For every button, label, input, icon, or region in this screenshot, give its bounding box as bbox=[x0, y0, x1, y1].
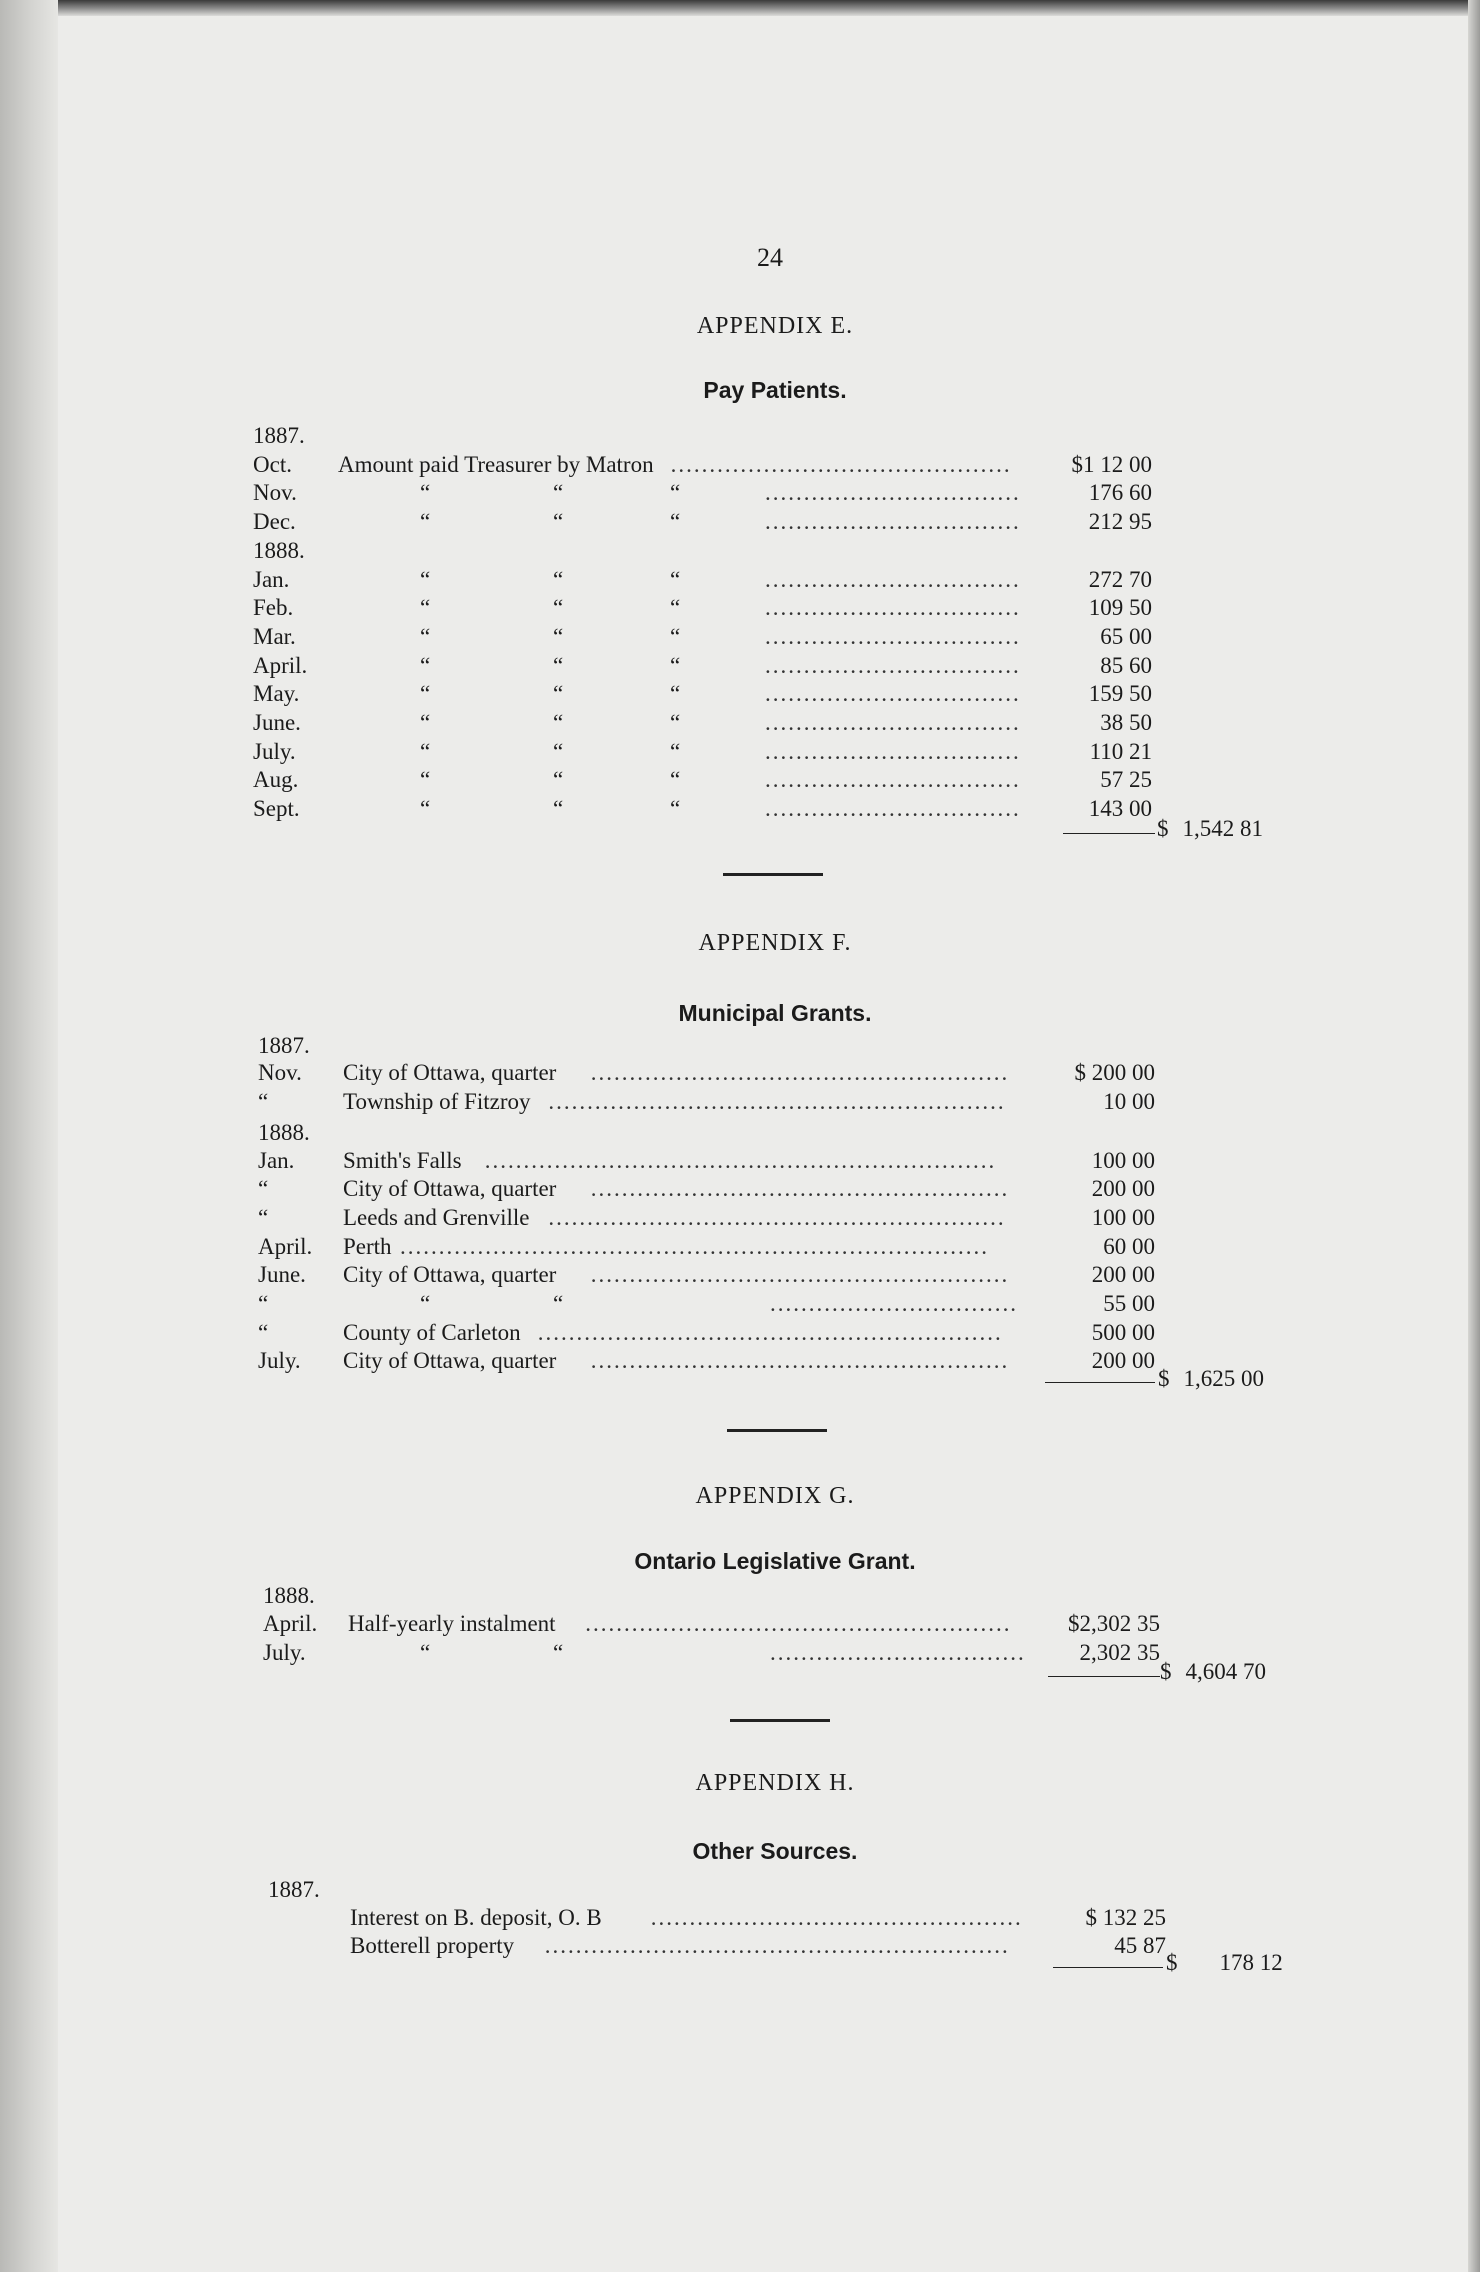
ditto-mark: “ bbox=[670, 567, 681, 592]
ledger-row bbox=[0, 1205, 1400, 1234]
row-description: Perth bbox=[343, 1234, 392, 1259]
row-month: April. bbox=[253, 653, 308, 678]
ditto-mark: “ bbox=[553, 509, 564, 534]
ledger-row bbox=[0, 739, 1400, 768]
appendix-e-year-1887: 1887. bbox=[253, 423, 305, 448]
row-month: July. bbox=[258, 1348, 301, 1373]
dot-leader: .................................................................. bbox=[484, 1148, 997, 1173]
appendix-f-year-1888: 1888. bbox=[258, 1120, 310, 1145]
row-amount: 55 00 bbox=[1103, 1291, 1155, 1316]
dot-leader: ................................. bbox=[765, 681, 1021, 706]
row-amount: 100 00 bbox=[1091, 1148, 1155, 1173]
row-description: Interest on B. deposit, O. B bbox=[350, 1905, 602, 1930]
ditto-mark: “ bbox=[553, 681, 564, 706]
ditto-mark: “ bbox=[553, 595, 564, 620]
row-month: July. bbox=[253, 739, 296, 764]
row-amount: $ 132 25 bbox=[1085, 1905, 1166, 1930]
ditto-mark: “ bbox=[553, 796, 564, 821]
appendix-g-subheading: Ontario Legislative Grant. bbox=[634, 1548, 916, 1574]
ledger-row bbox=[0, 624, 1400, 653]
row-description: Half-yearly instalment bbox=[348, 1611, 556, 1636]
row-description: City of Ottawa, quarter bbox=[343, 1060, 557, 1085]
dot-leader: ................................ bbox=[770, 1291, 1018, 1316]
appendix-e-subheading: Pay Patients. bbox=[703, 377, 847, 403]
ditto-mark: “ bbox=[670, 739, 681, 764]
ditto-mark: “ bbox=[553, 567, 564, 592]
ledger-row bbox=[0, 767, 1400, 796]
appendix-f-total-symbol: $ bbox=[1158, 1366, 1170, 1391]
ditto-mark: “ bbox=[553, 710, 564, 735]
ditto-mark: “ bbox=[670, 796, 681, 821]
row-month: “ bbox=[258, 1089, 269, 1114]
row-month: Oct. bbox=[253, 452, 292, 477]
row-description: Smith's Falls bbox=[343, 1148, 462, 1173]
ditto-mark: “ bbox=[420, 739, 431, 764]
ditto-mark: “ bbox=[420, 710, 431, 735]
ledger-row bbox=[0, 1176, 1400, 1205]
appendix-g-total-rule bbox=[1048, 1676, 1160, 1677]
row-amount: 272 70 bbox=[1088, 567, 1152, 592]
row-amount: $ 200 00 bbox=[1074, 1060, 1155, 1085]
ledger-row bbox=[0, 653, 1400, 682]
row-month: “ bbox=[258, 1291, 269, 1316]
ditto-mark: “ bbox=[670, 767, 681, 792]
ditto-mark: “ bbox=[420, 767, 431, 792]
row-amount: 65 00 bbox=[1100, 624, 1152, 649]
dot-leader: ................................. bbox=[765, 480, 1021, 505]
ledger-row bbox=[0, 1320, 1400, 1349]
ledger-row bbox=[0, 509, 1400, 538]
row-description: City of Ottawa, quarter bbox=[343, 1348, 557, 1373]
row-amount: 176 60 bbox=[1088, 480, 1152, 505]
appendix-g-total bbox=[1160, 1659, 1266, 1685]
row-month: Nov. bbox=[258, 1060, 302, 1085]
row-amount: $1 12 00 bbox=[1071, 452, 1152, 477]
dot-leader: ................................. bbox=[765, 595, 1021, 620]
row-amount: 57 25 bbox=[1100, 767, 1152, 792]
dot-leader: ................................. bbox=[765, 739, 1021, 764]
ledger-row bbox=[0, 480, 1400, 509]
appendix-h-total-symbol: $ bbox=[1166, 1950, 1178, 1975]
ditto-mark: “ bbox=[420, 1640, 431, 1665]
row-description: County of Carleton bbox=[343, 1320, 521, 1345]
dot-leader: ............................................................................ bbox=[400, 1234, 989, 1259]
row-month: Feb. bbox=[253, 595, 294, 620]
row-amount: 2,302 35 bbox=[1079, 1640, 1160, 1665]
row-month: “ bbox=[258, 1320, 269, 1345]
ledger-row bbox=[0, 567, 1400, 596]
appendix-g-total-amount: 4,604 70 bbox=[1185, 1659, 1266, 1684]
dot-leader: ................................. bbox=[765, 567, 1021, 592]
row-month: Jan. bbox=[253, 567, 290, 592]
ditto-mark: “ bbox=[670, 710, 681, 735]
row-month: Nov. bbox=[253, 480, 297, 505]
ledger-row bbox=[0, 710, 1400, 739]
row-description: City of Ottawa, quarter bbox=[343, 1176, 557, 1201]
row-amount: 500 00 bbox=[1091, 1320, 1155, 1345]
row-amount: 38 50 bbox=[1100, 710, 1152, 735]
appendix-g-heading: APPENDIX G. bbox=[695, 1483, 855, 1509]
row-amount: 143 00 bbox=[1088, 796, 1152, 821]
ditto-mark: “ bbox=[670, 595, 681, 620]
row-amount: 60 00 bbox=[1103, 1234, 1155, 1259]
ledger-row bbox=[0, 1905, 1400, 1934]
dot-leader: ............................................ bbox=[670, 452, 1012, 477]
row-description: Botterell property bbox=[350, 1933, 515, 1958]
row-amount: 200 00 bbox=[1091, 1262, 1155, 1287]
section-divider bbox=[730, 1719, 830, 1722]
ditto-mark: “ bbox=[420, 567, 431, 592]
ditto-mark: “ bbox=[420, 595, 431, 620]
dot-leader: ....................................................... bbox=[585, 1611, 1012, 1636]
ledger-row bbox=[0, 1089, 1400, 1118]
section-divider bbox=[723, 873, 823, 876]
ditto-mark: “ bbox=[670, 509, 681, 534]
page-number: 24 bbox=[757, 243, 783, 272]
row-amount: 10 00 bbox=[1103, 1089, 1155, 1114]
dot-leader: ................................. bbox=[765, 509, 1021, 534]
appendix-e-heading: APPENDIX E. bbox=[696, 313, 854, 339]
ditto-mark: “ bbox=[420, 624, 431, 649]
dot-leader: ........................................................... bbox=[548, 1205, 1006, 1230]
row-amount: 100 00 bbox=[1091, 1205, 1155, 1230]
row-amount: $2,302 35 bbox=[1068, 1611, 1160, 1636]
ditto-mark: “ bbox=[670, 653, 681, 678]
row-month: July. bbox=[263, 1640, 306, 1665]
appendix-e-total-rule bbox=[1063, 833, 1155, 834]
ledger-row bbox=[0, 1148, 1400, 1177]
ditto-mark: “ bbox=[420, 1291, 431, 1316]
row-month: June. bbox=[253, 710, 301, 735]
appendix-e-year-1888: 1888. bbox=[253, 538, 305, 563]
ditto-mark: “ bbox=[670, 681, 681, 706]
ledger-row bbox=[0, 452, 1400, 481]
row-amount: 109 50 bbox=[1088, 595, 1152, 620]
appendix-h-heading: APPENDIX H. bbox=[695, 1770, 855, 1796]
dot-leader: ............................................................ bbox=[544, 1933, 1010, 1958]
dot-leader: ...................................................... bbox=[590, 1348, 1010, 1373]
row-month: Sept. bbox=[253, 796, 300, 821]
appendix-g-total-symbol: $ bbox=[1160, 1659, 1172, 1684]
row-amount: 200 00 bbox=[1091, 1176, 1155, 1201]
dot-leader: ............................................................ bbox=[537, 1320, 1003, 1345]
row-month: April. bbox=[258, 1234, 313, 1259]
appendix-f-heading: APPENDIX F. bbox=[698, 930, 852, 956]
dot-leader: ...................................................... bbox=[590, 1176, 1010, 1201]
appendix-f-subheading: Municipal Grants. bbox=[678, 1000, 872, 1026]
dot-leader: ................................. bbox=[765, 796, 1021, 821]
ledger-row bbox=[0, 1291, 1400, 1320]
row-month: “ bbox=[258, 1205, 269, 1230]
row-amount: 45 87 bbox=[1114, 1933, 1166, 1958]
dot-leader: ................................. bbox=[765, 710, 1021, 735]
appendix-f-total-rule bbox=[1045, 1382, 1155, 1383]
row-month: April. bbox=[263, 1611, 318, 1636]
ditto-mark: “ bbox=[420, 509, 431, 534]
ledger-row bbox=[0, 681, 1400, 710]
appendix-e-total-symbol: $ bbox=[1157, 816, 1169, 841]
ditto-mark: “ bbox=[553, 480, 564, 505]
appendix-g-year-1888: 1888. bbox=[263, 1583, 315, 1608]
row-description: Amount paid Treasurer by Matron bbox=[338, 452, 654, 477]
section-divider bbox=[727, 1429, 827, 1432]
dot-leader: ...................................................... bbox=[590, 1262, 1010, 1287]
dot-leader: ................................. bbox=[765, 767, 1021, 792]
dot-leader: ................................. bbox=[765, 624, 1021, 649]
ditto-mark: “ bbox=[553, 624, 564, 649]
ledger-row bbox=[0, 1611, 1400, 1640]
row-month: June. bbox=[258, 1262, 306, 1287]
row-amount: 85 60 bbox=[1100, 653, 1152, 678]
appendix-h-total-rule bbox=[1053, 1967, 1163, 1968]
ditto-mark: “ bbox=[420, 796, 431, 821]
row-amount: 110 21 bbox=[1089, 739, 1152, 764]
dot-leader: ................................. bbox=[765, 653, 1021, 678]
ditto-mark: “ bbox=[553, 739, 564, 764]
ledger-row bbox=[0, 1060, 1400, 1089]
row-amount: 159 50 bbox=[1088, 681, 1152, 706]
dot-leader: ................................. bbox=[770, 1640, 1026, 1665]
appendix-f-total bbox=[1158, 1366, 1264, 1392]
ledger-row bbox=[0, 595, 1400, 624]
row-amount: 200 00 bbox=[1091, 1348, 1155, 1373]
ditto-mark: “ bbox=[553, 1291, 564, 1316]
dot-leader: ........................................................... bbox=[548, 1089, 1006, 1114]
appendix-e-total bbox=[1157, 816, 1263, 842]
row-month: Jan. bbox=[258, 1148, 295, 1173]
appendix-h-year-1887: 1887. bbox=[268, 1877, 320, 1902]
row-description: City of Ottawa, quarter bbox=[343, 1262, 557, 1287]
row-amount: 212 95 bbox=[1088, 509, 1152, 534]
appendix-f-year-1887: 1887. bbox=[258, 1033, 310, 1058]
ditto-mark: “ bbox=[420, 480, 431, 505]
row-month: Aug. bbox=[253, 767, 299, 792]
appendix-e-total-amount: 1,542 81 bbox=[1182, 816, 1263, 841]
ditto-mark: “ bbox=[420, 653, 431, 678]
dot-leader: ................................................ bbox=[650, 1905, 1023, 1930]
ledger-row bbox=[0, 1262, 1400, 1291]
row-description: Leeds and Grenville bbox=[343, 1205, 530, 1230]
row-month: May. bbox=[253, 681, 300, 706]
ditto-mark: “ bbox=[670, 480, 681, 505]
appendix-f-total-amount: 1,625 00 bbox=[1183, 1366, 1264, 1391]
appendix-h-total-amount: 178 12 bbox=[1219, 1950, 1283, 1975]
ledger-row bbox=[0, 1234, 1400, 1263]
ditto-mark: “ bbox=[670, 624, 681, 649]
row-month: “ bbox=[258, 1176, 269, 1201]
row-month: Dec. bbox=[253, 509, 296, 534]
row-month: Mar. bbox=[253, 624, 296, 649]
appendix-h-total bbox=[1166, 1950, 1283, 1976]
row-description: Township of Fitzroy bbox=[343, 1089, 531, 1114]
ditto-mark: “ bbox=[553, 767, 564, 792]
dot-leader: ...................................................... bbox=[590, 1060, 1010, 1085]
ditto-mark: “ bbox=[553, 1640, 564, 1665]
appendix-h-subheading: Other Sources. bbox=[692, 1838, 858, 1864]
ditto-mark: “ bbox=[420, 681, 431, 706]
ditto-mark: “ bbox=[553, 653, 564, 678]
